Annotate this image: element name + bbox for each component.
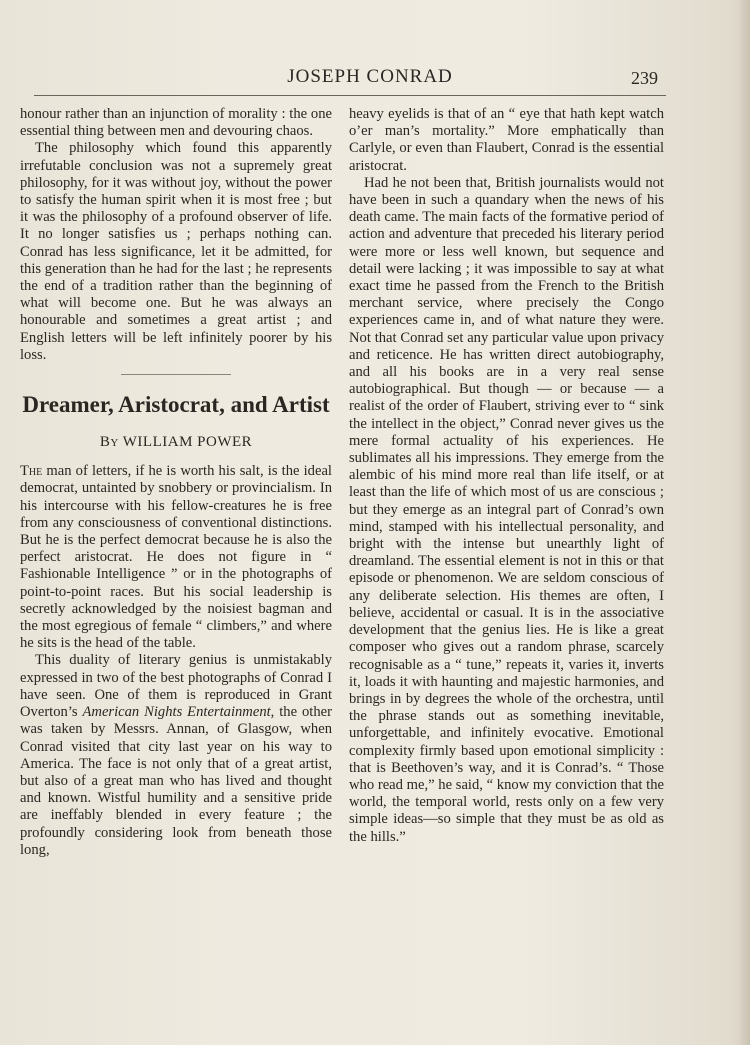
article-title: Dreamer, Aristocrat, and Artist [22,392,330,418]
page-number: 239 [631,68,658,88]
paragraph: honour rather than an injunction of morality : the one essential thing between men and devouring chaos. [20,106,332,140]
page-header [20,64,720,92]
paragraph-text: , the other was taken by Messrs. Annan, of Glasgow, when Conrad visited that city last year on his way to America. The face is not only that of a great artist, but also of a great man who has lived and thought and known. Wistful humility and a sensitive pride are ineffably blended in every feature ; the profoundly considering look from beneath those long, [20,704,332,858]
byline-prefix: By [99,434,119,451]
byline-author: WILLIAM POWER [122,434,253,451]
paragraph: heavy eyelids is that of an “ eye that hath kept watch o’er man’s mortality.” More emphatically than Carlyle, or even than Flaubert, Conrad is the essential aristocrat. [349,106,664,174]
paragraph [20,652,332,858]
right-column [349,106,664,846]
paragraph-text: This duality of literary genius is unmistakably expressed in two of the best photographs of Conrad I have seen. One of them is reproduced in Grant Overton’s [20,652,332,721]
left-column [20,106,332,859]
header-rule [34,95,666,96]
paragraph: Had he not been that, British journalists would not have been in such a quandary when the news of his death came. The main facts of the formative period of action and adventure that preceded his literary period were more or less well known, but sequence and detail were lacking ; it was impossible to say at what exact time he passed from the French to the British merchant service, where precisely the Congo experiences came in, and of what nature they were. Not that Conrad set any particular value upon privacy and reticence. He has written direct autobiography, and all his books are in a very real sense autobiographical. But though — or because — a realist of the order of Flaubert, striving ever to “ sink the intellect in the object,” Conrad never gives us the mere formal actuality of his experiences. He sublimates all his impressions. They emerge from the alembic of his mind more real than life itself, or at least than the life of which most of us are conscious ; but they emerge as an integral part of Conrad’s own mind, stamped with his intellectual personality, and bright with the intense but unearthly light of dreamland. The essential element is not in this or that episode or phenomenon. We are seldom conscious of any deliberate selection. His themes are often, I believe, accidental or casual. It is in the associative development that the genius lies. He is like a great composer who gives out a random phrase, scarcely recognisable as a “ tune,” repeats it, varies it, inverts it, loads it with haunting and majestic harmonies, and brings in by degrees the whole of the orchestra, until the phrase stands out as something inevitable, unforgettable, and infinitely evocative. Emotional complexity firmly based upon emotional simplicity : that is Beethoven’s way, and it is Conrad’s. “ Those who read me,” he said, “ know my conviction that the world, the temporal world, rests only on a few very simple ideas—so simple that they must be as old as the hills.” [349,174,664,845]
paragraph: The philosophy which found this apparently irrefutable conclusion was not a supremely great philosophy, for it was without joy, without the power to satisfy the human spirit when it is most free ; but it was the philosophy of a profound observer of life. It no longer satisfies us ; perhaps nothing can. Conrad has less significance, let it be admitted, for this generation than he had for the last ; he represents the end of a tradition rather than the beginning of what will become one. But he was always an honourable and sometimes a great artist ; and English letters will be left infinitely poorer by his loss. [20,140,332,363]
paragraph-text: man of letters, if he is worth his salt, is the ideal democrat, untainted by snobbery or provincialism. In his intercourse with his fellow-creatures he is free from any consciousness of conventional distinctions. But he is the perfect democrat because he is also the perfect aristocrat. He does not figure in “ Fashionable Intelligence ” or in the photographs of point-to-point races. But his social leadership is secretly acknowledged by the noisiest bagman and the most egregious of female “ climbers,” and where he sits is the head of the table. [20,463,332,652]
running-title: JOSEPH CONRAD [287,66,453,87]
book-title: American Nights Entertainment [82,704,271,721]
byline [20,434,332,451]
paragraph [20,463,332,652]
section-divider [121,374,231,375]
page-edge [740,0,750,1045]
lead-word: The [20,463,43,480]
